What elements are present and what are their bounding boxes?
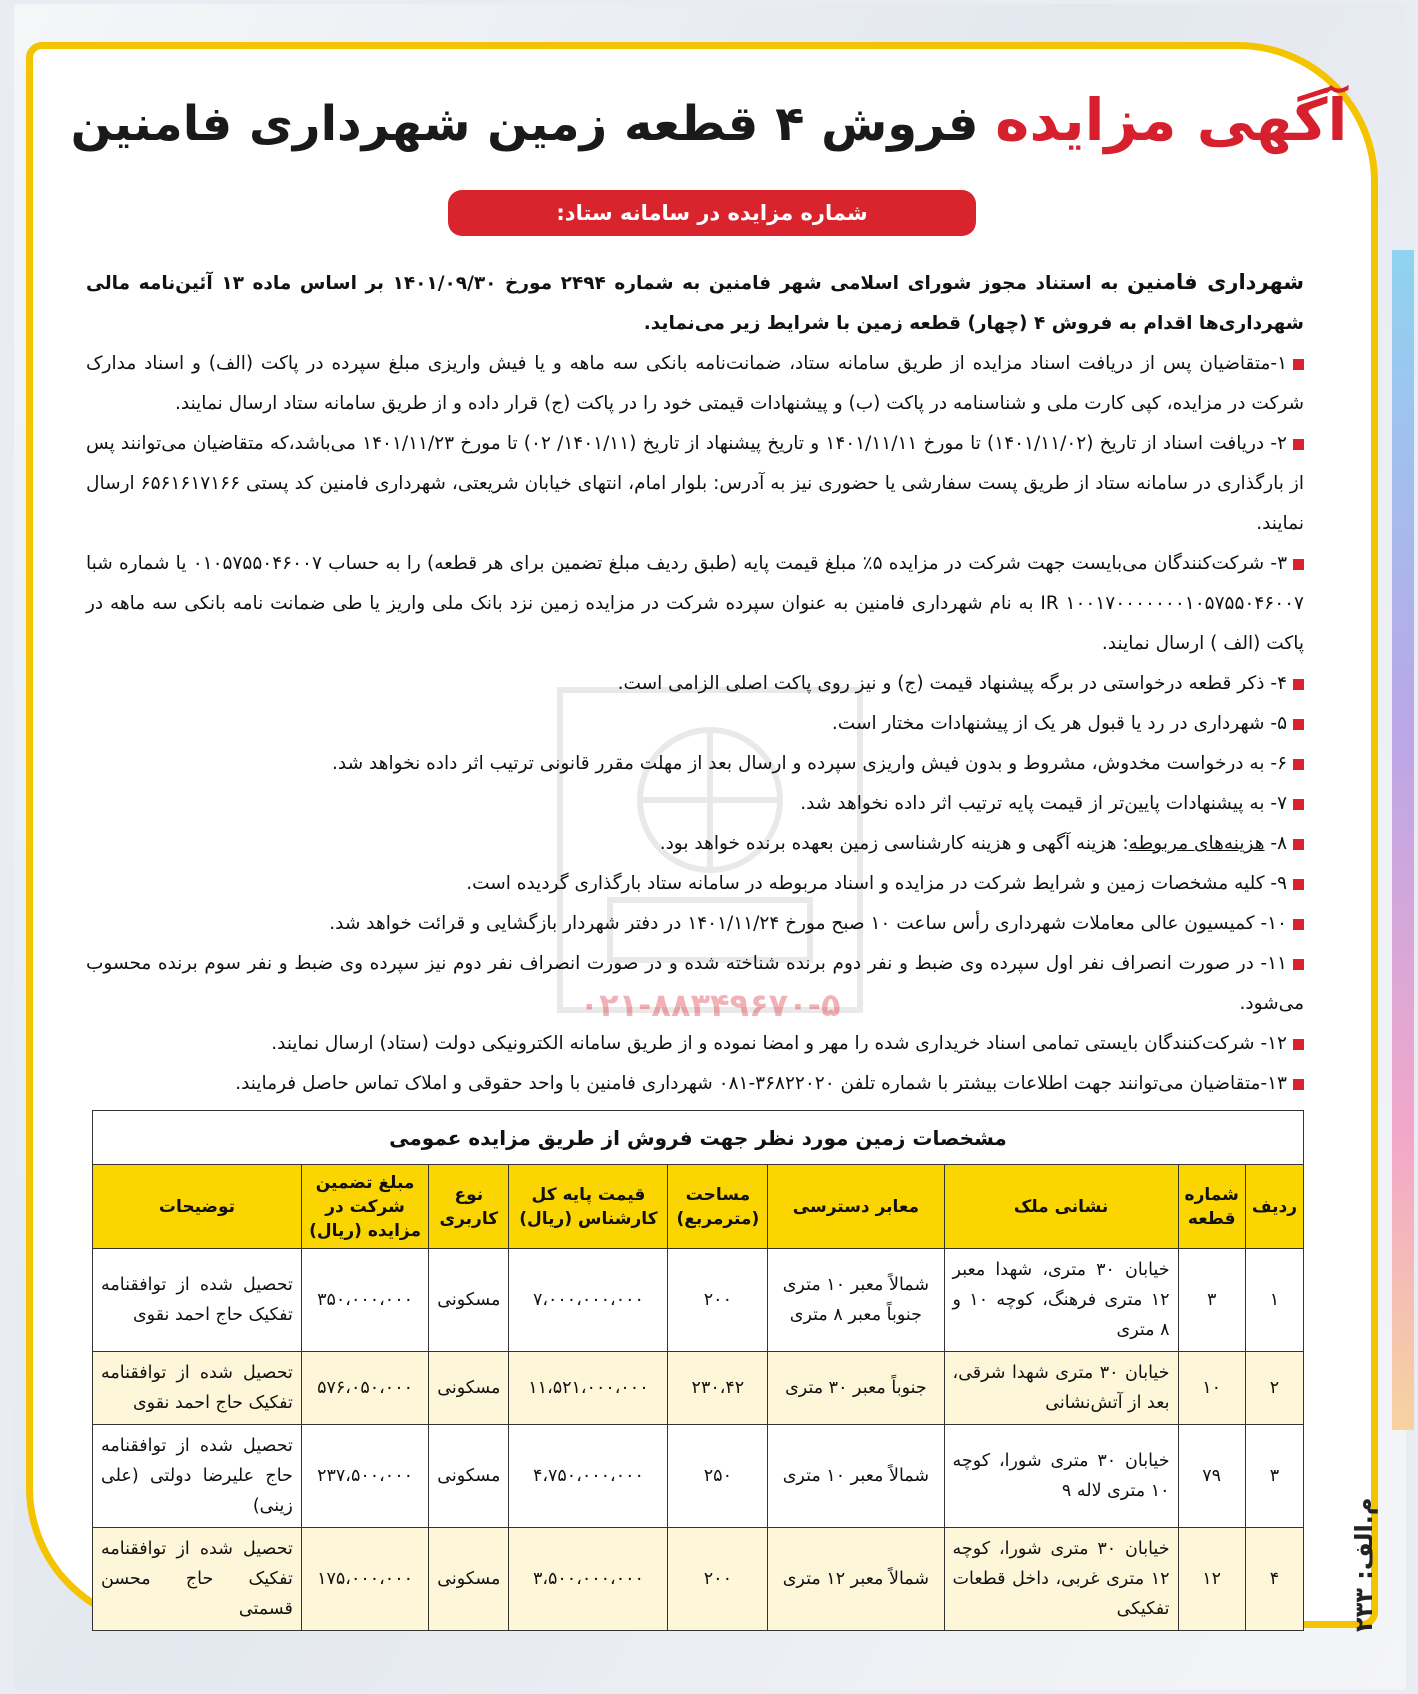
land-table bbox=[92, 1110, 1304, 1631]
table-header-row bbox=[93, 1165, 1304, 1249]
cell-usage: مسکونی bbox=[429, 1528, 509, 1631]
cell-usage: مسکونی bbox=[429, 1249, 509, 1352]
cell-notes: تحصیل شده از توافقنامه تفکیک حاج احمد نقوی bbox=[93, 1249, 302, 1352]
bullet-icon bbox=[1293, 959, 1304, 970]
condition-item: ۹- کلیه مشخصات زمین و شرایط شرکت در مزایده و اسناد مربوطه در سامانه ستاد بارگذاری گردیده است. bbox=[86, 864, 1304, 904]
bullet-icon bbox=[1293, 839, 1304, 850]
intro-paragraph bbox=[86, 262, 1304, 344]
cell-area: ۲۵۰ bbox=[668, 1425, 768, 1528]
cell-notes: تحصیل شده از توافقنامه تفکیک حاج محسن قسمتی bbox=[93, 1528, 302, 1631]
cell-deposit: ۱۷۵،۰۰۰،۰۰۰ bbox=[301, 1528, 428, 1631]
cell-base-price: ۳،۵۰۰،۰۰۰،۰۰۰ bbox=[509, 1528, 668, 1631]
cell-deposit: ۳۵۰،۰۰۰،۰۰۰ bbox=[301, 1249, 428, 1352]
bullet-icon bbox=[1293, 1039, 1304, 1050]
intro-text: به استناد مجوز شورای اسلامی شهر فامنین به شماره ۲۴۹۴ مورخ ۱۴۰۱/۰۹/۳۰ بر اساس ماده ۱۳ آئین‌نامه مالی شهرداری‌ها اقدام به فروش ۴ (چهار) قطعه زمین با شرایط زیر می‌نماید. bbox=[86, 273, 1304, 334]
cell-notes: تحصیل شده از توافقنامه حاج علیرضا دولتی (علی زینی) bbox=[93, 1425, 302, 1528]
watermark-phone: ۰۲۱-۸۸۳۴۹۶۷۰-۵ bbox=[579, 986, 841, 1024]
auction-number-badge: شماره مزایده در سامانه ستاد: (۲۰۰۱۰۵۰۱۲۲۰۰۰۰۰۴) bbox=[448, 190, 976, 236]
cell-area: ۲۰۰ bbox=[668, 1528, 768, 1631]
cell-deposit: ۵۷۶،۰۵۰،۰۰۰ bbox=[301, 1352, 428, 1425]
condition-item: ۷- به پیشنهادات پایین‌تر از قیمت پایه ترتیب اثر داده نخواهد شد. bbox=[86, 784, 1304, 824]
cell-parcel-number: ۷۹ bbox=[1178, 1425, 1245, 1528]
table-row bbox=[93, 1528, 1304, 1631]
bullet-icon bbox=[1293, 359, 1304, 370]
page-title bbox=[60, 88, 1358, 156]
header-cell: قیمت پایه کل کارشناس (ریال) bbox=[509, 1165, 668, 1249]
cell-area: ۲۰۰ bbox=[668, 1249, 768, 1352]
table-caption: مشخصات زمین مورد نظر جهت فروش از طریق مزایده عمومی bbox=[92, 1110, 1304, 1164]
bullet-icon bbox=[1293, 799, 1304, 810]
notice-body bbox=[86, 262, 1304, 1104]
bullet-icon bbox=[1293, 919, 1304, 930]
condition-item: ۶- به درخواست مخدوش، مشروط و بدون فیش واریزی سپرده و ارسال بعد از مهلت مقرر قانونی ترتیب اثر داده نخواهد شد. bbox=[86, 744, 1304, 784]
condition-item: ۳- شرکت‌کنندگان می‌بایست جهت شرکت در مزایده ۵٪ مبلغ قیمت پایه (طبق ردیف مبلغ تضمین برای هر قطعه) را به حساب ۰۱۰۵۷۵۵۰۴۶۰۰۷ یا شماره شبا IR ۱۰۰۱۷۰۰۰۰۰۰۰۱۰۵۷۵۵۰۴۶۰۰۷ به نام شهرداری فامنین به عنوان سپرده شرکت در مزایده زمین نزد بانک ملی واریز یا طی ضمانت نامه بانکی سه ماهه در پاکت (الف ) ارسال نمایند. bbox=[86, 553, 1304, 654]
bullet-icon bbox=[1293, 879, 1304, 890]
header-cell: مساحت (مترمربع) bbox=[668, 1165, 768, 1249]
cell-row-number: ۴ bbox=[1245, 1528, 1303, 1631]
cell-deposit: ۲۳۷،۵۰۰،۰۰۰ bbox=[301, 1425, 428, 1528]
cell-usage: مسکونی bbox=[429, 1425, 509, 1528]
title-highlight: آگهی مزایده bbox=[995, 86, 1348, 154]
header-cell: معابر دسترسی bbox=[768, 1165, 944, 1249]
cell-address: خیابان ۳۰ متری شورا، کوچه ۱۲ متری غربی، داخل قطعات تفکیکی bbox=[944, 1528, 1178, 1631]
condition-item: ۱۲- شرکت‌کنندگان بایستی تمامی اسناد خریداری شده را مهر و امضا نموده و از طریق سامانه الکترونیکی دولت (ستاد) ارسال نمایند. bbox=[86, 1024, 1304, 1064]
cell-address: خیابان ۳۰ متری، شهدا معبر ۱۲ متری فرهنگ، کوچه ۱۰ و ۸ متری bbox=[944, 1249, 1178, 1352]
cell-address: خیابان ۳۰ متری شهدا شرقی، بعد از آتش‌نشانی bbox=[944, 1352, 1178, 1425]
cell-parcel-number: ۱۲ bbox=[1178, 1528, 1245, 1631]
header-cell: شماره قطعه bbox=[1178, 1165, 1245, 1249]
cell-usage: مسکونی bbox=[429, 1352, 509, 1425]
cell-base-price: ۱۱،۵۲۱،۰۰۰،۰۰۰ bbox=[509, 1352, 668, 1425]
cell-access: جنوباً معبر ۳۰ متری bbox=[768, 1352, 944, 1425]
header-cell: مبلغ تضمین شرکت در مزایده (ریال) bbox=[301, 1165, 428, 1249]
condition-item: ۱۱- در صورت انصراف نفر اول سپرده وی ضبط و نفر دوم برنده شناخته شده و در صورت انصراف نفر دوم نیز سپرده وی ضبط و نفر سوم برنده محسوب می‌شود. bbox=[86, 953, 1304, 1014]
intro-lead: شهرداری فامنین bbox=[1126, 270, 1305, 294]
condition-item: ۲- دریافت اسناد از تاریخ (۱۴۰۱/۱۱/۰۲) تا مورخ ۱۴۰۱/۱۱/۱۱ و تاریخ پیشنهاد از تاریخ (۱۴۰۱/۱۱/ ۰۲) تا مورخ ۱۴۰۱/۱۱/۲۳ می‌باشد،که متقاضیان می‌توانند پس از بارگذاری در سامانه ستاد از طریق پست سفارشی یا حضوری نیز به آدرس: بلوار امام، انتهای خیابان شریعتی، شهرداری فامنین کد پستی ۶۵۶۱۶۱۷۱۶۶ ارسال نمایند. bbox=[86, 433, 1304, 534]
cell-base-price: ۷،۰۰۰،۰۰۰،۰۰۰ bbox=[509, 1249, 668, 1352]
cell-row-number: ۱ bbox=[1245, 1249, 1303, 1352]
condition-item: ۴- ذکر قطعه درخواستی در برگه پیشنهاد قیمت (ج) و نیز روی پاکت اصلی الزامی است. bbox=[86, 664, 1304, 704]
condition-item: ۱۰- کمیسیون عالی معاملات شهرداری رأس ساعت ۱۰ صبح مورخ ۱۴۰۱/۱۱/۲۴ در دفتر شهردار بازگشایی و قرائت خواهد شد. bbox=[86, 904, 1304, 944]
cell-notes: تحصیل شده از توافقنامه تفکیک حاج احمد نقوی bbox=[93, 1352, 302, 1425]
condition-item: ۱۳-متقاضیان می‌توانند جهت اطلاعات بیشتر با شماره تلفن ۳۶۸۲۲۰۲۰-۰۸۱ شهرداری فامنین با واحد حقوقی و املاک تماس حاصل فرمایند. bbox=[86, 1064, 1304, 1104]
cell-area: ۲۳۰،۴۲ bbox=[668, 1352, 768, 1425]
table-row bbox=[93, 1352, 1304, 1425]
bullet-icon bbox=[1293, 679, 1304, 690]
bullet-icon bbox=[1293, 1079, 1304, 1090]
header-cell: ردیف bbox=[1245, 1165, 1303, 1249]
cell-parcel-number: ۳ bbox=[1178, 1249, 1245, 1352]
header-cell: نوع کاربری bbox=[429, 1165, 509, 1249]
title-main: فروش ۴ قطعه زمین شهرداری فامنین bbox=[70, 96, 979, 152]
condition-item: ۱-متقاضیان پس از دریافت اسناد مزایده از طریق سامانه ستاد، ضمانت‌نامه بانکی سه ماهه و یا فیش واریزی مبلغ سپرده در پاکت (الف) و اسناد مدارک شرکت در مزایده، کپی کارت ملی و شناسنامه در پاکت (ب) و پیشنهادات قیمتی خود را در پاکت (ج) قرار داده و از طریق سامانه ستاد ارسال نمایند. bbox=[86, 353, 1304, 414]
bullet-icon bbox=[1293, 719, 1304, 730]
table-row bbox=[93, 1249, 1304, 1352]
ad-code-mark: م.الف: ۲۳۳ bbox=[1350, 1497, 1378, 1633]
table-row bbox=[93, 1425, 1304, 1528]
cell-access: شمالاً معبر ۱۰ متری جنوباً معبر ۸ متری bbox=[768, 1249, 944, 1352]
cell-base-price: ۴،۷۵۰،۰۰۰،۰۰۰ bbox=[509, 1425, 668, 1528]
decorative-color-strip bbox=[1392, 250, 1414, 1430]
cell-address: خیابان ۳۰ متری شورا، کوچه ۱۰ متری لاله ۹ bbox=[944, 1425, 1178, 1528]
bullet-icon bbox=[1293, 559, 1304, 570]
condition-item: ۵- شهرداری در رد یا قبول هر یک از پیشنهادات مختار است. bbox=[86, 704, 1304, 744]
condition-item: ۸- هزینه‌های مربوطه: هزینه آگهی و هزینه کارشناسی زمین بعهده برنده خواهد بود. bbox=[86, 824, 1304, 864]
bullet-icon bbox=[1293, 439, 1304, 450]
cell-row-number: ۳ bbox=[1245, 1425, 1303, 1528]
header-cell: نشانی ملک bbox=[944, 1165, 1178, 1249]
cell-access: شمالاً معبر ۱۲ متری bbox=[768, 1528, 944, 1631]
cell-row-number: ۲ bbox=[1245, 1352, 1303, 1425]
cell-access: شمالاً معبر ۱۰ متری bbox=[768, 1425, 944, 1528]
cell-parcel-number: ۱۰ bbox=[1178, 1352, 1245, 1425]
bullet-icon bbox=[1293, 759, 1304, 770]
header-cell: توضیحات bbox=[93, 1165, 302, 1249]
